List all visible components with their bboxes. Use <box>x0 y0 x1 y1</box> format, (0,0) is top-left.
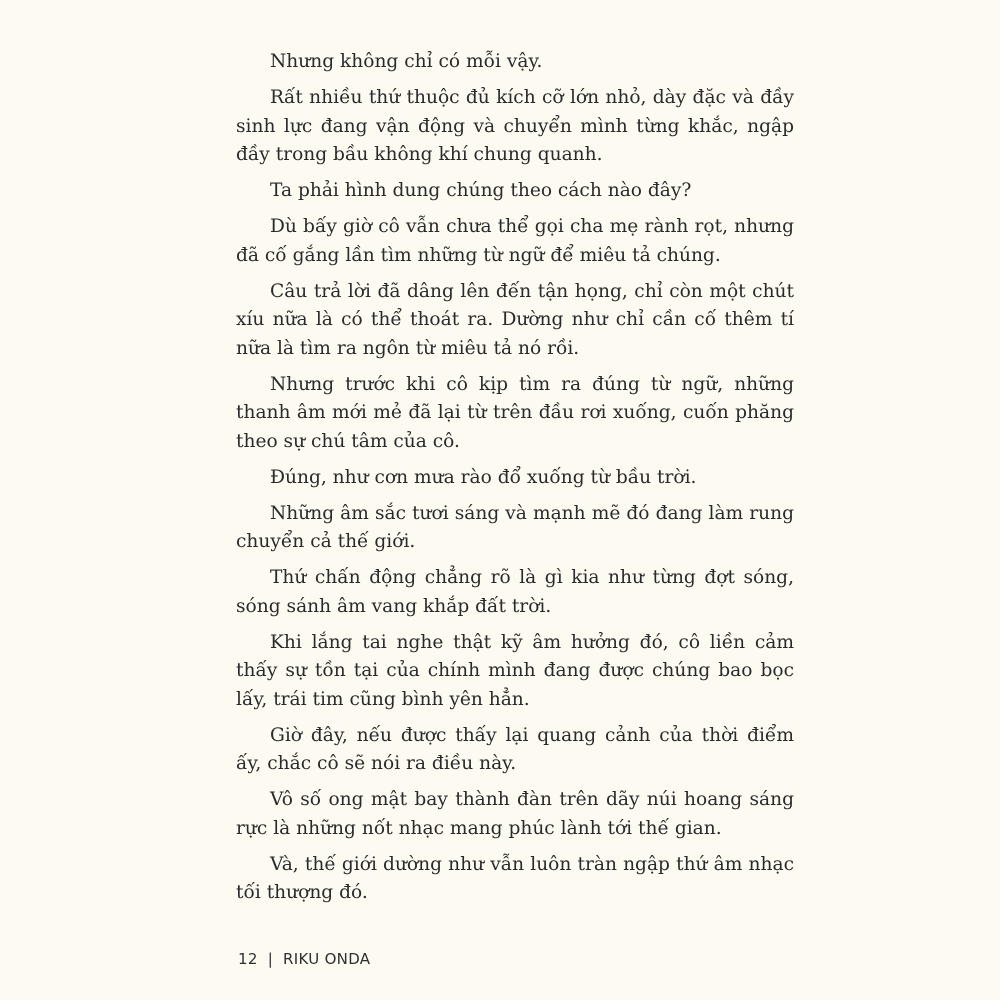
body-text <box>236 48 794 915</box>
page-number: 12 <box>238 950 258 968</box>
paragraph: Ta phải hình dung chúng theo cách nào đây? <box>270 180 692 201</box>
paragraph: Nhưng không chỉ có mỗi vậy. <box>270 51 543 72</box>
author-name: RIKU ONDA <box>283 950 371 968</box>
paragraph: Vô số ong mật bay thành đàn trên dãy núi hoang sáng rực là những nốt nhạc mang phúc lành tới thế gian. <box>236 789 794 839</box>
paragraph: Thứ chấn động chẳng rõ là gì kia như từng đợt sóng, sóng sánh âm vang khắp đất trời. <box>236 567 794 617</box>
paragraph: Dù bấy giờ cô vẫn chưa thể gọi cha mẹ rành rọt, nhưng đã cố gắng lần tìm những từ ngữ để miêu tả chúng. <box>236 216 794 266</box>
paragraph: Giờ đây, nếu được thấy lại quang cảnh của thời điểm ấy, chắc cô sẽ nói ra điều này. <box>236 724 794 774</box>
paragraph: Khi lắng tai nghe thật kỹ âm hưởng đó, cô liền cảm thấy sự tồn tại của chính mình đang được chúng bao bọc lấy, trái tim cũng bình yên hẳn. <box>236 631 794 710</box>
paragraph: Rất nhiều thứ thuộc đủ kích cỡ lớn nhỏ, dày đặc và đầy sinh lực đang vận động và chuyển mình từng khắc, ngập đầy trong bầu không khí chung quanh. <box>236 87 794 165</box>
paragraph: Câu trả lời đã dâng lên đến tận họng, chỉ còn một chút xíu nữa là có thể thoát ra. Dường như chỉ cần cố thêm tí nữa là tìm ra ngôn từ miêu tả nó rồi. <box>236 280 794 359</box>
paragraph: Nhưng trước khi cô kịp tìm ra đúng từ ngữ, những thanh âm mới mẻ đã lại từ trên đầu rơi xuống, cuốn phăng theo sự chú tâm của cô. <box>236 373 794 452</box>
page-footer <box>238 950 370 968</box>
paragraph: Và, thế giới dường như vẫn luôn tràn ngập thứ âm nhạc tối thượng đó. <box>236 853 794 903</box>
paragraph: Đúng, như cơn mưa rào đổ xuống từ bầu trời. <box>270 466 697 488</box>
footer-separator: | <box>267 950 274 968</box>
paragraph: Những âm sắc tươi sáng và mạnh mẽ đó đang làm rung chuyển cả thế giới. <box>236 502 794 552</box>
